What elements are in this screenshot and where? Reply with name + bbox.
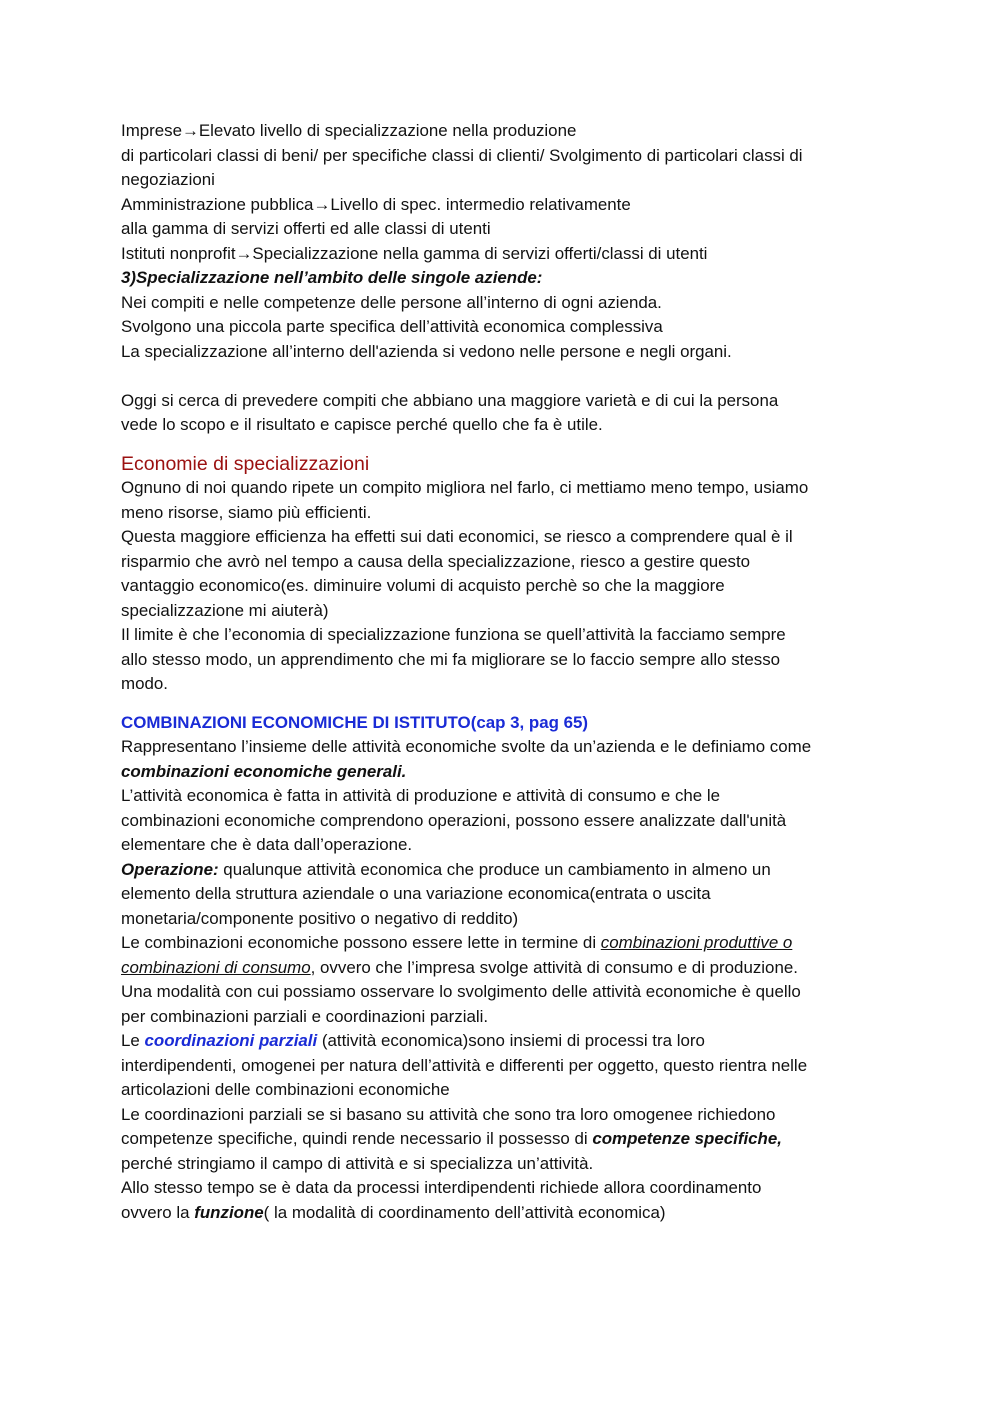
- intro-block: [121, 119, 881, 266]
- oggi-paragraph: [121, 389, 881, 438]
- term-funzione: funzione: [194, 1202, 264, 1222]
- text-line: Oggi si cerca di prevedere compiti che abbiano una maggiore varietà e di cui la persona: [121, 390, 779, 410]
- text-line: articolazioni delle combinazioni economiche: [121, 1080, 450, 1099]
- text-line: Allo stesso tempo se è data da processi interdipendenti richiede allora coordinamento: [121, 1178, 762, 1197]
- text-line: Questa maggiore efficienza ha effetti sui dati economici, se riesco a comprendere qual è il: [121, 527, 793, 546]
- text-line: interdipendenti, omogenei per natura dell’attività e differenti per oggetto, questo rientra nelle: [121, 1055, 808, 1075]
- text-line: Imprese→Elevato livello di specializzazione nella produzione: [121, 121, 577, 140]
- text-span: Le: [121, 1031, 145, 1050]
- paragraph-gap: [121, 364, 881, 389]
- text-line: Ognuno di noi quando ripete un compito migliora nel farlo, ci mettiamo meno tempo, usiamo: [121, 478, 809, 497]
- text-span: (attività economica)sono insiemi di processi tra loro: [317, 1031, 705, 1050]
- term-coordinazioni-parziali: coordinazioni parziali: [144, 1031, 318, 1050]
- text-line: modo.: [121, 674, 168, 693]
- text-line: elementare che è data dall’operazione.: [121, 835, 413, 854]
- text-line: specializzazione mi aiuterà): [121, 600, 329, 620]
- paragraph-gap: [121, 697, 881, 711]
- text-line: combinazioni economiche comprendono operazioni, possono essere analizzate dall'unità: [121, 810, 787, 830]
- text-line: elemento della struttura aziendale o una variazione economica(entrata o uscita: [121, 884, 711, 903]
- combinazioni-paragraph: [121, 735, 881, 1225]
- text-line: Nei compiti e nelle competenze delle persone all’interno di ogni azienda.: [121, 292, 662, 312]
- text-line: vede lo scopo e il risultato e capisce perché quello che fa è utile.: [121, 415, 603, 434]
- economie-paragraph: [121, 476, 881, 697]
- heading-combinazioni: COMBINAZIONI ECONOMICHE DI ISTITUTO(cap 3, pag 65): [121, 712, 589, 732]
- text-line: monetaria/componente positivo o negativo di reddito): [121, 908, 519, 928]
- text-line: Amministrazione pubblica→Livello di spec. intermedio relativamente: [121, 194, 631, 214]
- text-line: Istituti nonprofit→Specializzazione nella gamma di servizi offerti/classi di utenti: [121, 243, 708, 263]
- text-line: [121, 1127, 881, 1152]
- text-span: competenze specifiche, quindi rende necessario il possesso di: [121, 1129, 593, 1148]
- heading-economie: Economie di specializzazioni: [121, 452, 370, 475]
- subheading-specializzazione-aziende: 3)Specializzazione nell’ambito delle singole aziende:: [121, 268, 543, 287]
- text-line: [121, 1201, 881, 1226]
- text-line: [121, 858, 881, 883]
- text-span: Le combinazioni economiche possono essere lette in termine di: [121, 933, 601, 952]
- text-line: Una modalità con cui possiamo osservare lo svolgimento delle attività economiche è quello: [121, 982, 801, 1001]
- text-line: per combinazioni parziali e coordinazioni parziali.: [121, 1006, 489, 1026]
- text-line: negoziazioni: [121, 170, 215, 189]
- text-line: Rappresentano l’insieme delle attività economiche svolte da un’azienda e le definiamo come: [121, 737, 812, 756]
- text-line: meno risorse, siamo più efficienti.: [121, 502, 372, 522]
- specializzazione-block: [121, 291, 881, 365]
- text-span: qualunque attività economica che produce un cambiamento in almeno un: [218, 859, 771, 879]
- text-line: [121, 1029, 881, 1054]
- text-line: allo stesso modo, un apprendimento che mi fa migliorare se lo faccio sempre allo stesso: [121, 649, 781, 669]
- underlined-term: combinazioni produttive o: [600, 933, 793, 952]
- text-line: [121, 956, 881, 981]
- text-line: [121, 931, 881, 956]
- text-line: Svolgono una piccola parte specifica dell’attività economica complessiva: [121, 317, 663, 336]
- text-line: alla gamma di servizi offerti ed alle classi di utenti: [121, 219, 491, 238]
- text-line: La specializzazione all’interno dell'azienda si vedono nelle persone e negli organi.: [121, 341, 732, 361]
- term-operazione: Operazione:: [121, 859, 219, 879]
- term-competenze-specifiche: competenze specifiche,: [592, 1129, 782, 1148]
- text-line: L’attività economica è fatta in attività di produzione e attività di consumo e che le: [121, 786, 721, 805]
- text-line: vantaggio economico(es. diminuire volumi di acquisto perchè so che la maggiore: [121, 576, 725, 595]
- page-content: [121, 119, 881, 1225]
- text-line: Le coordinazioni parziali se si basano su attività che sono tra loro omogenee richiedono: [121, 1104, 776, 1124]
- text-span: , ovvero che l’impresa svolge attività di consumo e di produzione.: [310, 957, 798, 977]
- text-line: perché stringiamo il campo di attività e si specializza un’attività.: [121, 1153, 594, 1173]
- text-line: di particolari classi di beni/ per specifiche classi di clienti/ Svolgimento di particolari classi di: [121, 145, 803, 165]
- text-span: ovvero la: [121, 1202, 195, 1222]
- text-line: Il limite è che l’economia di specializzazione funziona se quell’attività la facciamo sempre: [121, 625, 786, 644]
- text-line-emphasis: combinazioni economiche generali.: [121, 761, 407, 781]
- text-span: ( la modalità di coordinamento dell’attività economica): [263, 1202, 666, 1222]
- text-line: risparmio che avrò nel tempo a causa della specializzazione, riesco a gestire questo: [121, 551, 751, 571]
- underlined-term: combinazioni di consumo: [121, 957, 311, 977]
